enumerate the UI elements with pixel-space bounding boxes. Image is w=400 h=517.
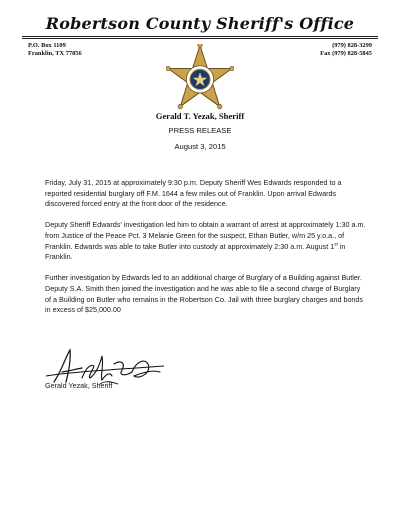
address-line-2: Franklin, TX 77856 [28,50,82,57]
office-address [28,42,82,58]
office-contact [320,42,372,58]
paragraph-2-text: Deputy Sheriff Edwards' investigation led him to obtain a warrant of arrest at approximately 1:30 a.m. from Justice of the Peace Pct. 3 Melanie Green for the suspect, Ethan Butler, w/m 25 y.o.a., of Franklin. Edwards was able to take Butler into custody at approximately 2:30 a.m. August 1 [45,220,366,251]
sheriff-star-badge-icon [166,44,234,112]
ordinal-suffix: st [334,241,338,247]
release-date: August 3, 2015 [174,142,226,151]
paragraph-3: Further investigation by Edwards led to an additional charge of Burglary of a Building against Butler. Deputy S.A. Smith then joined the investigation and he was able to file a second charge of Burglary of a Building on Butler who remains in the Robertson Co. Jail with three burglary charges and bonds in excess of $25,000.00 [45,273,364,315]
phone-number: (979) 828-3299 [332,42,372,49]
header-rule-top [22,36,378,37]
address-line-1: P.O. Box 1109 [28,42,66,49]
fax-number: Fax (979) 828-5845 [320,50,372,57]
paragraph-2 [45,220,367,262]
signoff-name: Gerald Yezak, Sheriff [45,381,113,390]
header-rule-bottom [22,38,378,39]
paragraph-2-tail: in Franklin. [45,241,346,262]
office-title: Robertson County Sheriff's Office [45,14,355,33]
press-release-label: PRESS RELEASE [168,126,232,135]
paragraph-1: Friday, July 31, 2015 at approximately 9:30 p.m. Deputy Sheriff Wes Edwards responded to a reported residential burglary off F.M. 1644 a few miles out of Franklin. Upon arrival Edwards discovered forced entry at the front door of the residence. [45,178,342,209]
sheriff-name: Gerald T. Yezak, Sheriff [155,111,245,121]
press-release-body [45,178,367,326]
